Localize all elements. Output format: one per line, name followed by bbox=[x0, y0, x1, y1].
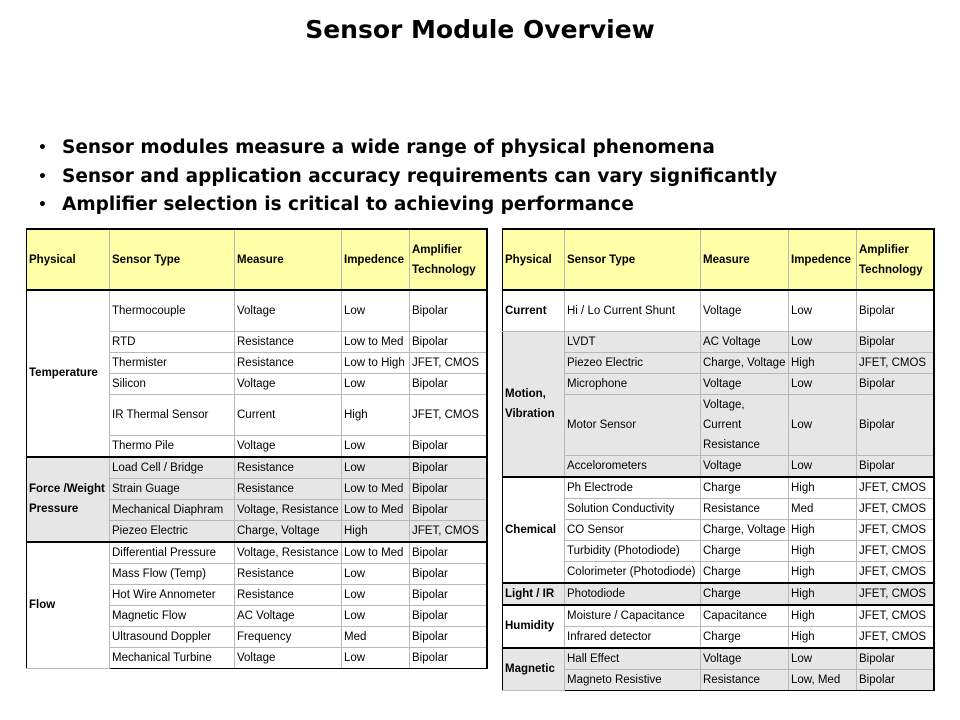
sensor-type-cell: Magneto Resistive bbox=[565, 669, 701, 690]
amplifier-cell: Bipolar bbox=[857, 648, 934, 670]
sensor-type-cell: LVDT bbox=[565, 331, 701, 352]
measure-cell: AC Voltage bbox=[235, 605, 342, 626]
measure-cell: Voltage bbox=[235, 435, 342, 457]
sensor-table-left bbox=[26, 228, 488, 669]
impedence-cell: Low bbox=[789, 331, 857, 352]
sensor-type-cell: Turbidity (Photodiode) bbox=[565, 540, 701, 561]
sensor-type-cell: Thermo Pile bbox=[110, 435, 235, 457]
measure-cell: Capacitance bbox=[701, 605, 789, 627]
impedence-cell: High bbox=[789, 626, 857, 648]
sensor-type-cell: Mass Flow (Temp) bbox=[110, 563, 235, 584]
sensor-type-cell: Piezeo Electric bbox=[565, 352, 701, 373]
table-row bbox=[503, 669, 934, 690]
measure-cell: Charge bbox=[701, 626, 789, 648]
sensor-type-cell: Accelorometers bbox=[565, 455, 701, 477]
measure-cell: Voltage bbox=[701, 648, 789, 670]
sensor-type-cell: RTD bbox=[110, 331, 235, 352]
impedence-cell: Low to Med bbox=[342, 478, 410, 499]
header-row bbox=[503, 229, 934, 290]
category-temperature: Temperature bbox=[27, 290, 110, 457]
sensor-type-cell: Ph Electrode bbox=[565, 477, 701, 499]
bullet-text: Sensor modules measure a wide range of physical phenomena bbox=[62, 137, 715, 158]
sensor-type-cell: Motor Sensor bbox=[565, 394, 701, 455]
impedence-cell: Low bbox=[789, 373, 857, 394]
header-amplifier-technology: Amplifier Technology bbox=[857, 229, 934, 290]
impedence-cell: Low bbox=[789, 394, 857, 455]
bullet-text: Sensor and application accuracy requirements can vary significantly bbox=[62, 165, 778, 187]
measure-cell: Current bbox=[235, 394, 342, 435]
measure-cell: Resistance bbox=[235, 331, 342, 352]
table-row bbox=[503, 626, 934, 648]
sensor-type-cell: Magnetic Flow bbox=[110, 605, 235, 626]
sensor-type-cell: Thermocouple bbox=[110, 290, 235, 331]
measure-cell: Frequency bbox=[235, 626, 342, 647]
measure-cell: Resistance bbox=[235, 584, 342, 605]
header-impedence: Impedence bbox=[342, 229, 410, 290]
impedence-cell: Low bbox=[789, 455, 857, 477]
measure-cell: Charge bbox=[701, 477, 789, 499]
bullet-dot-icon: • bbox=[38, 168, 47, 185]
amplifier-cell: JFET, CMOS bbox=[857, 477, 934, 499]
measure-cell: Resistance bbox=[235, 352, 342, 373]
amplifier-cell: Bipolar bbox=[410, 331, 487, 352]
amplifier-cell: JFET, CMOS bbox=[857, 352, 934, 373]
impedence-cell: Low bbox=[342, 584, 410, 605]
amplifier-cell: Bipolar bbox=[410, 626, 487, 647]
sensor-type-cell: Hot Wire Annometer bbox=[110, 584, 235, 605]
amplifier-cell: Bipolar bbox=[410, 290, 487, 331]
impedence-cell: Low bbox=[342, 435, 410, 457]
measure-cell: Charge bbox=[701, 540, 789, 561]
amplifier-cell: JFET, CMOS bbox=[410, 394, 487, 435]
sensor-type-cell: Ultrasound Doppler bbox=[110, 626, 235, 647]
bullet-text: Amplifier selection is critical to achieving performance bbox=[62, 194, 634, 215]
table-row bbox=[503, 605, 934, 627]
table-row bbox=[503, 290, 934, 331]
amplifier-cell: Bipolar bbox=[857, 455, 934, 477]
amplifier-cell: JFET, CMOS bbox=[857, 626, 934, 648]
slide-title: Sensor Module Overview bbox=[305, 15, 655, 44]
category-light-ir: Light / IR bbox=[503, 583, 565, 605]
bullet-list bbox=[38, 134, 777, 220]
sensor-type-cell: Infrared detector bbox=[565, 626, 701, 648]
measure-cell: Voltage, Current Resistance bbox=[701, 394, 789, 455]
measure-cell: Voltage, Resistance bbox=[235, 542, 342, 564]
amplifier-cell: Bipolar bbox=[410, 457, 487, 479]
category-magnetic: Magnetic bbox=[503, 648, 565, 691]
amplifier-cell: Bipolar bbox=[410, 542, 487, 564]
amplifier-cell: JFET, CMOS bbox=[857, 561, 934, 583]
table-row bbox=[503, 331, 934, 352]
impedence-cell: Low bbox=[342, 605, 410, 626]
amplifier-cell: Bipolar bbox=[857, 394, 934, 455]
measure-cell: Voltage bbox=[235, 373, 342, 394]
bullet-item bbox=[38, 134, 777, 163]
table-row bbox=[503, 561, 934, 583]
amplifier-cell: JFET, CMOS bbox=[410, 520, 487, 542]
amplifier-cell: Bipolar bbox=[410, 647, 487, 668]
impedence-cell: Low bbox=[342, 647, 410, 668]
header-measure: Measure bbox=[235, 229, 342, 290]
impedence-cell: Med bbox=[789, 498, 857, 519]
measure-cell: Resistance bbox=[701, 498, 789, 519]
impedence-cell: Low bbox=[789, 290, 857, 331]
category-force-weight-pressure: Force /Weight Pressure bbox=[27, 457, 110, 542]
measure-cell: Voltage bbox=[235, 290, 342, 331]
amplifier-cell: JFET, CMOS bbox=[410, 352, 487, 373]
sensor-type-cell: Mechanical Diaphram bbox=[110, 499, 235, 520]
amplifier-cell: Bipolar bbox=[857, 331, 934, 352]
impedence-cell: High bbox=[342, 394, 410, 435]
header-amplifier-technology: Amplifier Technology bbox=[410, 229, 487, 290]
header-row bbox=[27, 229, 487, 290]
measure-cell: Voltage bbox=[235, 647, 342, 668]
impedence-cell: High bbox=[789, 519, 857, 540]
sensor-type-cell: Hall Effect bbox=[565, 648, 701, 670]
bullet-item bbox=[38, 191, 777, 220]
sensor-type-cell: Solution Conductivity bbox=[565, 498, 701, 519]
category-humidity: Humidity bbox=[503, 605, 565, 648]
amplifier-cell: Bipolar bbox=[857, 373, 934, 394]
measure-cell: Charge bbox=[701, 583, 789, 605]
table-row bbox=[27, 290, 487, 331]
impedence-cell: High bbox=[789, 583, 857, 605]
amplifier-cell: Bipolar bbox=[410, 563, 487, 584]
amplifier-cell: JFET, CMOS bbox=[857, 519, 934, 540]
table-row bbox=[503, 394, 934, 455]
table-row bbox=[503, 540, 934, 561]
impedence-cell: Low bbox=[789, 648, 857, 670]
sensor-type-cell: Mechanical Turbine bbox=[110, 647, 235, 668]
impedence-cell: Low bbox=[342, 457, 410, 479]
impedence-cell: Med bbox=[342, 626, 410, 647]
measure-cell: Voltage bbox=[701, 373, 789, 394]
bullet-item bbox=[38, 163, 777, 192]
amplifier-cell: Bipolar bbox=[410, 435, 487, 457]
measure-cell: Resistance bbox=[235, 457, 342, 479]
amplifier-cell: Bipolar bbox=[410, 584, 487, 605]
impedence-cell: High bbox=[789, 477, 857, 499]
table-row bbox=[503, 648, 934, 670]
bullet-dot-icon: • bbox=[38, 140, 47, 156]
impedence-cell: High bbox=[789, 561, 857, 583]
header-measure: Measure bbox=[701, 229, 789, 290]
sensor-type-cell: Colorimeter (Photodiode) bbox=[565, 561, 701, 583]
table-row bbox=[503, 519, 934, 540]
sensor-type-cell: IR Thermal Sensor bbox=[110, 394, 235, 435]
header-impedence: Impedence bbox=[789, 229, 857, 290]
category-flow: Flow bbox=[27, 542, 110, 669]
impedence-cell: High bbox=[342, 520, 410, 542]
impedence-cell: High bbox=[789, 540, 857, 561]
table-row bbox=[503, 373, 934, 394]
amplifier-cell: Bipolar bbox=[410, 605, 487, 626]
header-sensor-type: Sensor Type bbox=[565, 229, 701, 290]
sensor-type-cell: Strain Guage bbox=[110, 478, 235, 499]
impedence-cell: Low to Med bbox=[342, 542, 410, 564]
table-row bbox=[503, 498, 934, 519]
sensor-type-cell: Moisture / Capacitance bbox=[565, 605, 701, 627]
impedence-cell: Low bbox=[342, 290, 410, 331]
measure-cell: Resistance bbox=[701, 669, 789, 690]
impedence-cell: Low to High bbox=[342, 352, 410, 373]
amplifier-cell: Bipolar bbox=[857, 290, 934, 331]
category-chemical: Chemical bbox=[503, 477, 565, 583]
table-row bbox=[503, 352, 934, 373]
header-physical: Physical bbox=[27, 229, 110, 290]
measure-cell: Voltage bbox=[701, 290, 789, 331]
sensor-type-cell: Differential Pressure bbox=[110, 542, 235, 564]
impedence-cell: Low, Med bbox=[789, 669, 857, 690]
sensor-table-right bbox=[502, 228, 935, 691]
amplifier-cell: Bipolar bbox=[410, 478, 487, 499]
header-sensor-type: Sensor Type bbox=[110, 229, 235, 290]
measure-cell: AC Voltage bbox=[701, 331, 789, 352]
table-row bbox=[503, 477, 934, 499]
table-row bbox=[27, 457, 487, 479]
amplifier-cell: Bipolar bbox=[857, 669, 934, 690]
sensor-type-cell: Load Cell / Bridge bbox=[110, 457, 235, 479]
amplifier-cell: Bipolar bbox=[410, 373, 487, 394]
table-row bbox=[503, 583, 934, 605]
impedence-cell: Low bbox=[342, 373, 410, 394]
amplifier-cell: JFET, CMOS bbox=[857, 583, 934, 605]
amplifier-cell: JFET, CMOS bbox=[857, 540, 934, 561]
header-physical: Physical bbox=[503, 229, 565, 290]
impedence-cell: Low bbox=[342, 563, 410, 584]
sensor-type-cell: Microphone bbox=[565, 373, 701, 394]
impedence-cell: High bbox=[789, 605, 857, 627]
table-row bbox=[27, 542, 487, 564]
impedence-cell: Low to Med bbox=[342, 331, 410, 352]
category-current: Current bbox=[503, 290, 565, 331]
sensor-type-cell: Photodiode bbox=[565, 583, 701, 605]
amplifier-cell: JFET, CMOS bbox=[857, 605, 934, 627]
measure-cell: Charge, Voltage bbox=[701, 352, 789, 373]
measure-cell: Voltage, Resistance bbox=[235, 499, 342, 520]
measure-cell: Charge bbox=[701, 561, 789, 583]
sensor-type-cell: Silicon bbox=[110, 373, 235, 394]
measure-cell: Charge, Voltage bbox=[235, 520, 342, 542]
category-motion-vibration: Motion, Vibration bbox=[503, 331, 565, 477]
measure-cell: Charge, Voltage bbox=[701, 519, 789, 540]
measure-cell: Resistance bbox=[235, 478, 342, 499]
bullet-dot-icon: • bbox=[38, 197, 47, 213]
sensor-type-cell: Thermister bbox=[110, 352, 235, 373]
sensor-type-cell: Piezeo Electric bbox=[110, 520, 235, 542]
sensor-type-cell: CO Sensor bbox=[565, 519, 701, 540]
sensor-type-cell: Hi / Lo Current Shunt bbox=[565, 290, 701, 331]
amplifier-cell: Bipolar bbox=[410, 499, 487, 520]
amplifier-cell: JFET, CMOS bbox=[857, 498, 934, 519]
measure-cell: Voltage bbox=[701, 455, 789, 477]
measure-cell: Resistance bbox=[235, 563, 342, 584]
impedence-cell: Low to Med bbox=[342, 499, 410, 520]
table-row bbox=[503, 455, 934, 477]
impedence-cell: High bbox=[789, 352, 857, 373]
